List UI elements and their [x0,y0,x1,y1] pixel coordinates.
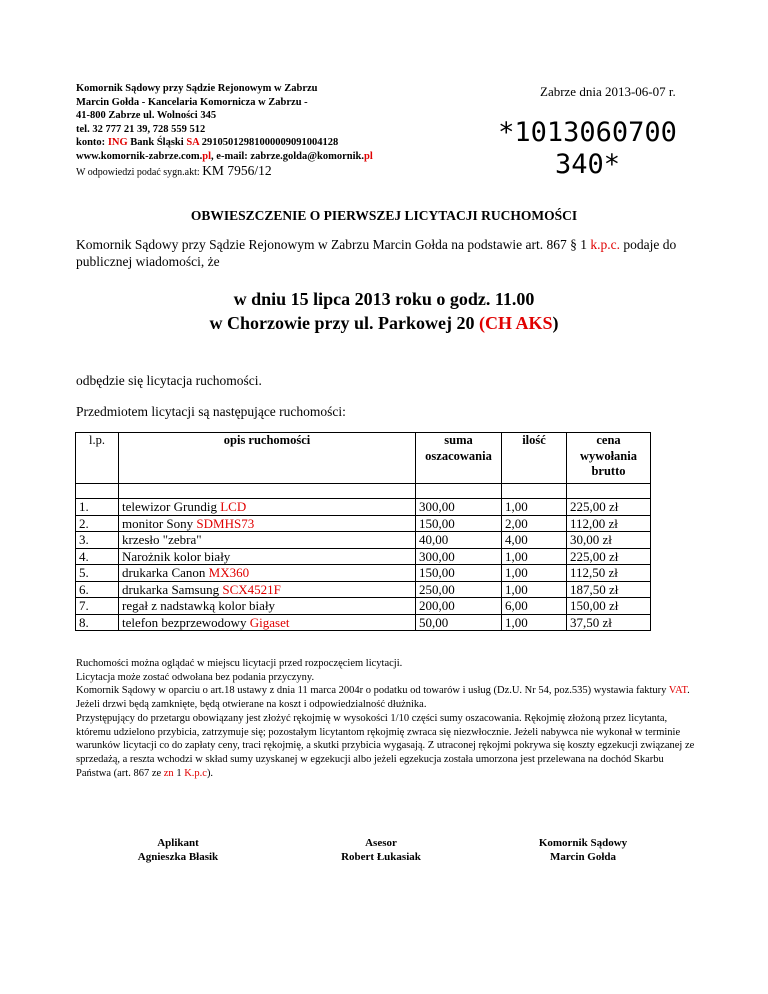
signature-aplikant: Aplikant Agnieszka Błasik [137,837,219,863]
case-reference: W odpowiedzi podać sygn.akt: KM 7956/12 [76,162,272,178]
col-header-lp: l.p. [76,433,119,484]
table-row: 7. regał z nadstawką kolor biały 200,00 6,00 150,00 zł [76,598,651,615]
table-header-row [76,433,651,484]
note-line: Komornik Sądowy w oparciu o art.18 ustawy z dnia 11 marca 2004r o podatku od towarów i usług (Dz.U. Nr 54, poz.535) wystawia faktury VAT. [76,685,690,697]
note-line: Przystępujący do przetargu obowiązany jest złożyć rękojmię w wysokości 1/10 części sumy oszacowania. Rękojmię złożoną przez licytanta, któremu udzielono przybicia, zatrzymuje się; pozostałym licytantom rękojmię zwraca się niezwłocznie. Jeżeli nabywca nie wykonał w terminie warunków licytacji co do zapłaty ceny, traci rękojmię, a skutki przybicia wygasają. Z utraconej rękojmi pokrywa się koszty egzekucji związanej ze sprzedażą, a reszta wchodzi w skład sumy uzyskanej w egzekucji albo jeżeli egzekucja została umorzona jest przelewana na dochód Skarbu Państwa (art. 867 ze zn 1 K.p.c). [76,712,695,779]
table-row: 8. telefon bezprzewodowy Gigaset 50,00 1,00 37,50 zł [76,614,651,631]
intro-paragraph: Komornik Sądowy przy Sądzie Rejonowym w Zabrzu Marcin Gołda na podstawie art. 867 § 1 k.p.c. podaje do publicznej wiadomości, że [76,237,677,269]
col-header-desc: opis ruchomości [119,433,416,484]
col-header-suma: suma oszacowania [416,433,502,484]
table-row: 5. drukarka Canon MX360 150,00 1,00 112,50 zł [76,565,651,582]
auction-date: w dniu 15 lipca 2013 roku o godz. 11.00 [233,289,535,309]
table-row: 1. telewizor Grundig LCD 300,00 1,00 225,00 zł [76,499,651,516]
auction-statement: odbędzie się licytacja ruchomości. [76,373,262,388]
col-header-ilosc: ilość [502,433,567,484]
header-bank-account: konto: ING Bank Śląski SA 29105012981000009091004128 [76,137,339,149]
table-spacer-row [76,484,651,499]
document-date: Zabrze dnia 2013-06-07 r. [540,84,676,99]
note-line: Jeżeli drzwi będą zamknięte, będą otwierane na koszt i odpowiedzialność dłużnika. [76,699,427,711]
auction-location: w Chorzowie przy ul. Parkowej 20 (CH AKS) [209,313,559,333]
table-row: 2. monitor Sony SDMHS73 150,00 2,00 112,00 zł [76,515,651,532]
auction-event [0,287,768,335]
table-row: 6. drukarka Samsung SCX4521F 250,00 1,00 187,50 zł [76,581,651,598]
header-line: Marcin Gołda - Kancelaria Komornicza w Zabrzu - [76,96,308,108]
note-line: Licytacja może zostać odwołana bez podania przyczyny. [76,671,315,683]
signature-komornik: Komornik Sądowy Marcin Gołda [538,837,628,863]
header-contact: www.komornik-zabrze.com.pl, e-mail: zabrze.golda@komornik.pl [76,150,373,162]
col-header-cena: cena wywołania brutto [567,433,651,484]
signature-asesor: Asesor Robert Łukasiak [341,837,421,863]
items-intro: Przedmiotem licytacji są następujące ruchomości: [76,404,346,419]
page-title: OBWIESZCZENIE O PIERWSZEJ LICYTACJI RUCHOMOŚCI [190,208,578,223]
note-line: Ruchomości można oglądać w miejscu licytacji przed rozpoczęciem licytacji. [76,658,403,669]
table-row: 4. Narożnik kolor biały 300,00 1,00 225,00 zł [76,548,651,565]
bailiff-header [76,82,373,179]
table-row: 3. krzesło "zebra" 40,00 4,00 30,00 zł [76,532,651,549]
header-line: tel. 32 777 21 39, 728 559 512 [76,123,206,135]
barcode-text: *1013060700 340* [498,117,677,180]
header-line: Komornik Sądowy przy Sądzie Rejonowym w Zabrzu [76,83,318,94]
case-number: KM 7956/12 [202,162,272,178]
header-line: 41-800 Zabrze ul. Wolności 345 [76,110,217,122]
items-table [75,432,651,631]
auction-notes [76,657,698,780]
